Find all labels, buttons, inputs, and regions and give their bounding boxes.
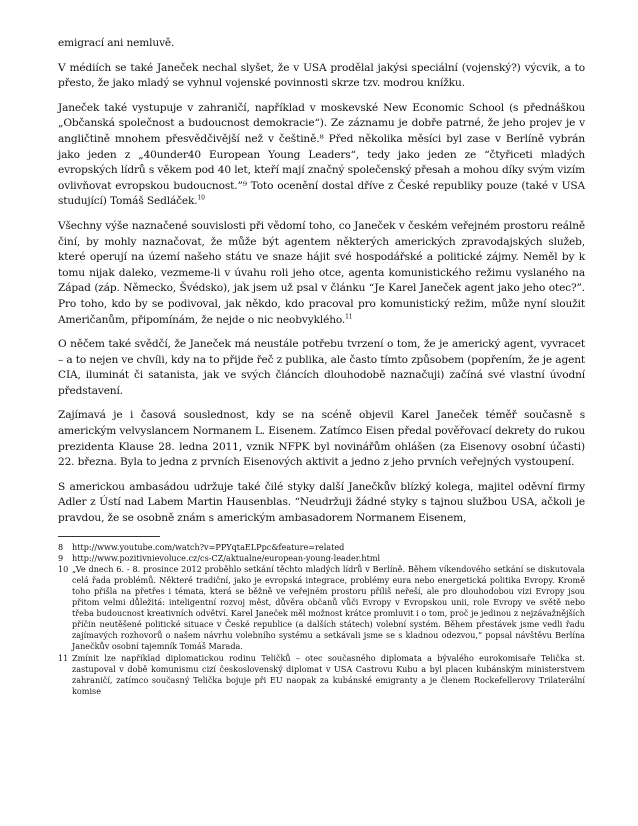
footnote-10 — [58, 564, 585, 653]
paragraph-1-text: emigrací ani nemluvě. — [58, 37, 175, 49]
paragraph-1 — [58, 36, 585, 52]
footnote-9 — [58, 553, 585, 564]
paragraph-7 — [58, 480, 585, 527]
footnote-ref-10[interactable]: 10 — [197, 194, 205, 202]
footnote-ref-11[interactable]: 11 — [345, 312, 353, 320]
footnote-link[interactable]: http://www.youtube.com/watch?v=PPYqtaELPpc&feature=related — [72, 541, 345, 552]
footnote-number: 11 — [58, 652, 69, 663]
footnote-text: Zmínit lze například diplomatickou rodinu Teličků – otec současného diplomata a bývalého eurokomisaře Telička st. zastupoval v době komunismu cizí československý diplomat v USA Castrovu Kubu a byl placen kubánským ministerstvem zahraničí, zatímco současný Telička bojuje při EU naopak za kubánské emigranty a je členem Rockefellerovy Trilaterální komise — [72, 652, 585, 696]
paragraph-2 — [58, 61, 585, 92]
footnote-11 — [58, 653, 585, 697]
paragraph-6-text: Zajímavá je i časová souslednost, kdy se na scéně objevil Karel Janeček téměř současně s americkým velvyslancem Normanem L. Eisenem. Zatímco Eisen předal pověřovací dekrety do rukou prezidenta Klause 28. ledna 2011, vznik NFPK byl novinářům ohlášen (za Eisenovy osobní účasti) 22. března. Byla to jedna z prvních Eisenových aktivit a jedno z jeho prvních veřejných vystoupení. — [58, 409, 585, 469]
paragraph-5-text: O něčem také svědčí, že Janeček má neustále potřebu tvrzení o tom, že je americký agent, vyvracet – a to nejen ve chvíli, kdy na to přijde řeč z publika, ale často tímto způsobem (popřením, že je agent CIA, iluminát či satanista, jak ve svých článcích dlouhodobě naznačuji) začíná své vlastní úvodní představení. — [58, 338, 585, 397]
document-page — [58, 36, 585, 697]
footnote-number: 9 — [58, 552, 64, 563]
paragraph-4-text: Všechny výše naznačené souvislosti při vědomí toho, co Janeček v českém veřejném prostoru reálně činí, by mohly naznačovat, že může být agentem některých amerických zpravodajských služeb, které operují na území našeho státu ve snaze hájit své hospodářské a politické zájmy. Neměl by k tomu nijak daleko, vezmeme-li v úvahu roli jeho otce, agenta komunistického režimu vyslaného na Západ (záp. Německo, Švédsko), jak jsem už psal v článku “Je Karel Janeček agent jako jeho otec?”. Pro toho, kdo by se podivoval, jak někdo, kdo pracoval pro komunistický režim, může nyní sloužit Američanům, připomínám, že nejde o nic neobvyklého. — [58, 219, 585, 326]
footnote-8 — [58, 542, 585, 553]
paragraph-3-text: Janeček také vystupuje v zahraničí, například v moskevské New Economic School (s přednáškou „Občanská společnost a budoucnost demokracie“). Ze záznamu je dobře patrné, že jeho projev je v angličtině mnohem přesvědčivější než v češtině.⁸ Před několika měsíci byl zase v Berlíně vybrán jako jeden z „40under40 European Young Leaders“, tedy jako jeden ze “čtyřiceti mladých evropských lídrů s věkem pod 40 let, kteří mají značný společenský přesah a mohou díky svým vizím ovlivňovat evropskou budoucnost.”⁹ Toto ocenění dostal dříve z České republiky pouze (také v USA studující) Tomáš Sedláček. — [58, 101, 585, 208]
paragraph-5 — [58, 337, 585, 399]
paragraph-6 — [58, 408, 585, 470]
paragraph-7-text: S americkou ambasádou udržuje také čilé styky další Janečkův blízký kolega, majitel oděvní firmy Adler z Ústí nad Labem Martin Hausenblas. “Neudržuji žádné styky s tajnou službou USA, ačkoli je pravdou, že se osobně znám s americkým ambasadorem Normanem Eisenem, — [58, 480, 585, 525]
footnote-text: „Ve dnech 6. - 8. prosince 2012 proběhlo setkání těchto mladých lídrů v Berlíně. Během víkendového setkání se diskutovala celá řada problémů. Některé tradiční, jako je evropská integrace, problémy eura nebo energetická politika Evropy. Kromě toho přišla na přetřes i témata, která se běžně ve veřejném prostoru příliš neřeší, ale pro dlouhodobou vizi Evropy jsou přitom velmi důležitá: inteligentní rozvoj měst, důvěra občanů vůči Evropy v Evropskou unii, role Evropy ve světě nebo třeba budoucnost kreativních odvětví. Karel Janeček měl možnost krátce promluvit i o tom, proč je jedinou z nejzávažnějších příčin neutěšené politické situace v České republice (a dalších státech) volební systém. Během přestávek jsme vedli řadu zajímavých rozhovorů o našem návrhu volebního systému a setkávali jsme se s kladnou odezvou,“ popsal návštěvu Berlína Janečkův osobní tajemník Tomáš Marada. — [72, 563, 585, 652]
paragraph-2-text: V médiích se také Janeček nechal slyšet, že v USA prodělal jakýsi speciální (vojenský?) výcvik, a to přesto, že jako mladý se vyhnul vojenské povinnosti skrze tzv. modrou knížku. — [58, 61, 585, 90]
footnote-divider — [58, 536, 160, 537]
footnote-link[interactable]: http://www.pozitivnievoluce.cz/cs-CZ/aktualne/european-young-leader.html — [72, 552, 381, 563]
paragraph-4 — [58, 219, 585, 328]
footnote-number: 10 — [58, 563, 69, 574]
paragraph-3 — [58, 101, 585, 210]
footnote-number: 8 — [58, 541, 64, 552]
